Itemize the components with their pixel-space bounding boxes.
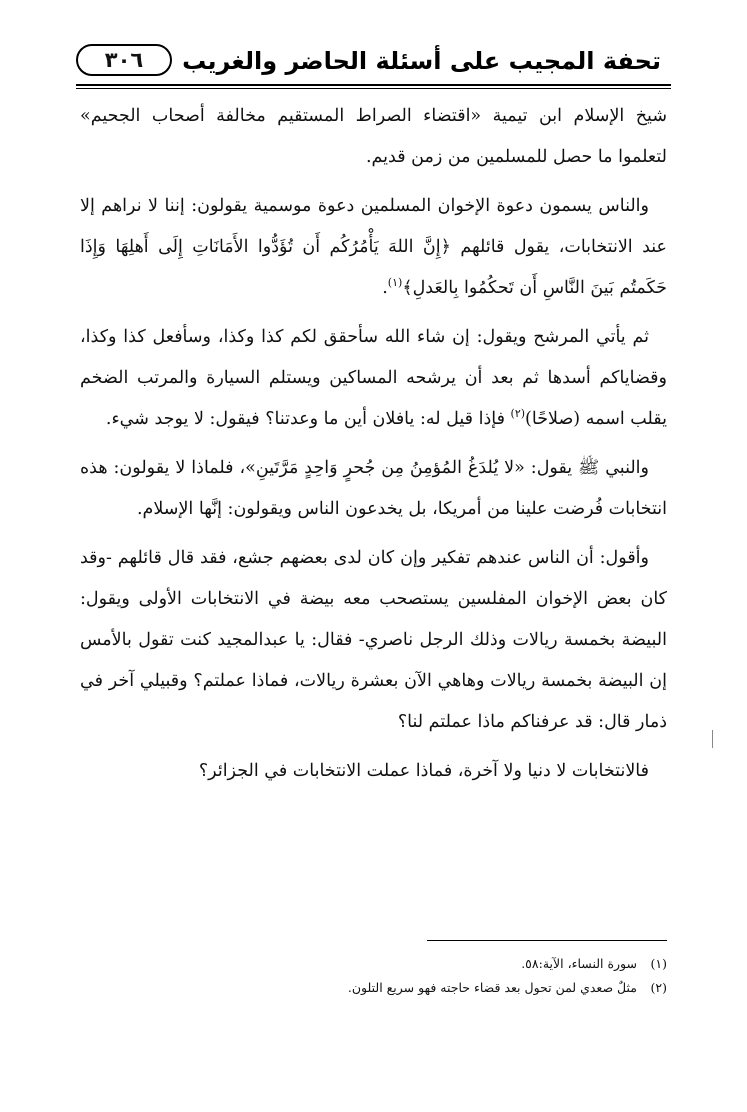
page-number: ٣٠٦ (104, 48, 144, 72)
page-number-badge (76, 44, 172, 76)
margin-mark (712, 730, 713, 748)
footnote-reference: (٢) (510, 407, 526, 421)
footnote-number: (٢) (650, 980, 667, 995)
header-rule (76, 84, 671, 86)
book-title: تحفة المجيب على أسئلة الحاضر والغريب (182, 47, 661, 75)
paragraph (80, 538, 667, 743)
paragraph-text: شيخ الإسلام ابن تيمية «اقتضاء الصراط المستقيم مخالفة أصحاب الجحيم» لتعلموا ما حصل للمسلمين من زمن قديم. (80, 106, 667, 167)
page-header (76, 40, 671, 90)
paragraph-text: فإذا قيل له: يافلان أين ما وعدتنا؟ فيقول: لا يوجد شيء. (105, 409, 511, 429)
paragraph-text: والنبي ﷺ يقول: «لا يُلدَغُ المُؤمِنُ مِن جُحرٍ وَاحِدٍ مَرَّتَينِ»، فلماذا لا يقولون: هذه انتخابات فُرضت علينا من أمريكا، بل يخدعون الناس ويقولون: إنَّها الإسلام. (80, 458, 667, 519)
paragraph-text: فالانتخابات لا دنيا ولا آخرة، فماذا عملت الانتخابات في الجزائر؟ (198, 761, 649, 781)
footnote (80, 976, 667, 1000)
header-rule-thin (76, 88, 671, 89)
main-text (80, 96, 667, 800)
paragraph (80, 317, 667, 440)
paragraph-text: وأقول: أن الناس عندهم تفكير وإن كان لدى بعضهم جشع، فقد قال قائلهم -وقد كان بعض الإخوان المفلسين يستصحب معه بيضة في الانتخابات الأولى ويقول: البيضة بخمسة ريالات وذلك الرجل ناصري- فقال: يا عبدالمجيد كنت تقول بالأمس إن البيضة بخمسة ريالات وهاهي الآن بعشرة ريالات، فماذا عملتم؟ وقبيلي آخر في ذمار قال: قد عرفناكم ماذا عملتم لنا؟ (80, 548, 667, 732)
footnotes (80, 952, 667, 1000)
footnote-text: مثلٌ صعدي لمن تحول بعد قضاء حاجته فهو سريع التلون. (347, 980, 637, 995)
footnote (80, 952, 667, 976)
paragraph-text: ثم يأتي المرشح ويقول: إن شاء الله سأحقق لكم كذا وكذا، وسأفعل كذا وكذا، وقضاياكم أسدها ثم بعد أن يرشحه المساكين ويستلم السيارة والمرتب الضخم يقلب اسمه (صلاحًا) (80, 327, 667, 429)
paragraph-text: . (382, 278, 388, 298)
quran-verse: ﴿إِنَّ اللهَ يَأْمُرُكُم أَن تُؤَدُّوا الأَمَانَاتِ إِلَى أَهلِهَا وَإِذَا حَكَمتُم بَينَ النَّاسِ أَن تَحكُمُوا بِالعَدلِ﴾ (80, 237, 667, 298)
footnote-text: سورة النساء، الآية:٥٨. (521, 956, 637, 971)
footnote-number: (١) (650, 956, 667, 971)
paragraph (80, 751, 667, 792)
paragraph (80, 96, 667, 178)
paragraph (80, 448, 667, 530)
footnote-separator (427, 940, 667, 941)
footnote-reference: (١) (387, 276, 403, 290)
paragraph (80, 186, 667, 309)
paragraph-text: والناس يسمون دعوة الإخوان المسلمين دعوة موسمية يقولون: إننا لا نراهم إلا عند الانتخابات، يقول قائلهم (80, 196, 667, 257)
